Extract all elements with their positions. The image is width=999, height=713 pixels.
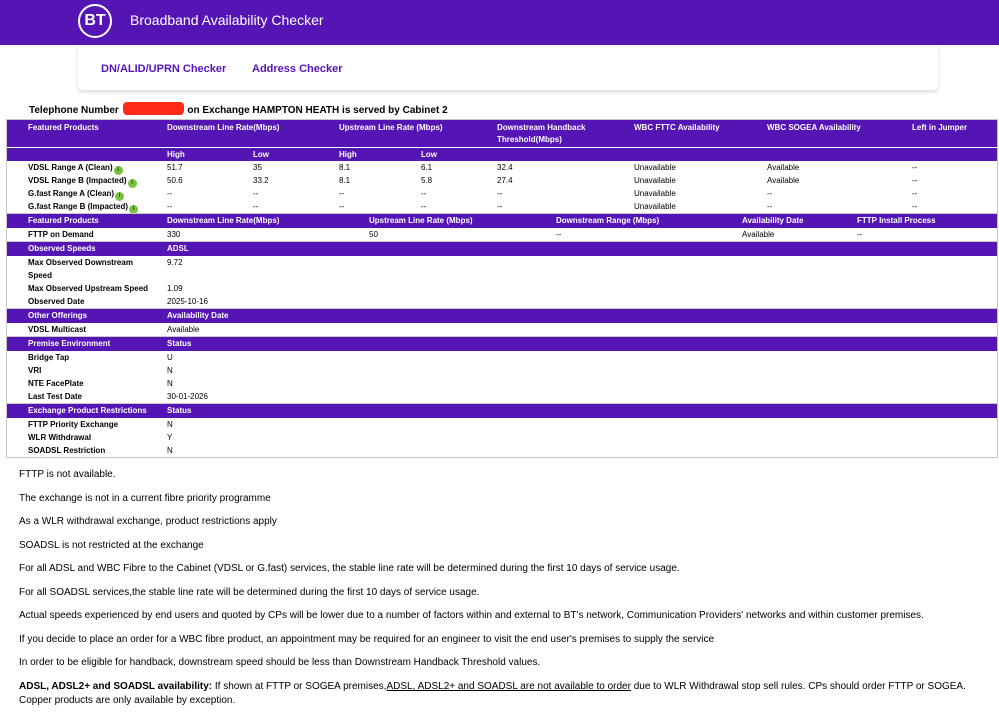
telephone-summary-text: on Exchange HAMPTON HEATH is served by Cabinet 2 <box>187 105 448 116</box>
table-header <box>7 309 997 323</box>
cell-value: 8.1 <box>339 176 351 185</box>
cell-value: -- <box>497 202 503 211</box>
cell-value: -- <box>421 202 427 211</box>
cell-value: 35 <box>253 163 262 172</box>
cell-value: N <box>167 379 173 388</box>
col-status: Status <box>167 339 192 348</box>
cell-value: Available <box>767 176 800 185</box>
note-text: If you decide to place an order for a WBC fibre product, an appointment may be required for an engineer to visit the end user's premises to supply the service <box>19 634 715 645</box>
table-row <box>7 200 997 213</box>
product-name-text: G.fast Range A (Clean) <box>28 189 115 198</box>
col-status: Status <box>167 406 192 415</box>
note-text: Actual speeds experienced by end users and quoted by CPs will be lower due to a number of factors within and external to BT's network, Communication Providers' networks and within customer premises. <box>19 610 924 621</box>
cell-value: -- <box>556 230 562 239</box>
product-name <box>28 174 137 188</box>
cell-value: -- <box>421 189 427 198</box>
cell-value: 50.6 <box>167 176 183 185</box>
cell-value: -- <box>912 202 918 211</box>
note-text: due to WLR Withdrawal stop sell rules. CPs should order FTTP or SOGEA. Copper products are only available by exception. <box>19 681 966 706</box>
col-fttp-install-process: FTTP Install Process <box>857 216 936 225</box>
note-text: For all ADSL and WBC Fibre to the Cabinet (VDSL or G.fast) services, the stable line rate will be determined during the first 10 days of service usage. <box>19 563 680 574</box>
table-row <box>7 269 997 282</box>
col-premise-environment: Premise Environment <box>28 339 111 348</box>
product-name: FTTP on Demand <box>28 230 94 239</box>
row-label: SOADSL Restriction <box>28 446 106 455</box>
cell-value: -- <box>167 202 173 211</box>
product-name-text: G.fast Range B (Impacted) <box>28 202 129 211</box>
col-featured-products: Featured Products <box>28 216 99 225</box>
cell-value: 27.4 <box>497 176 513 185</box>
row-label: FTTP Priority Exchange <box>28 420 119 429</box>
row-label: Last Test Date <box>28 392 83 401</box>
info-icon[interactable]: i <box>129 205 138 214</box>
dn-alid-uprn-checker-link[interactable]: DN/ALID/UPRN Checker <box>101 63 227 75</box>
note-bold-label: ADSL, ADSL2+ and SOADSL availability: <box>19 681 213 692</box>
premise-environment-table <box>7 336 997 403</box>
info-icon[interactable]: i <box>115 192 124 201</box>
col-left-in-jumper: Left in Jumper <box>912 123 968 132</box>
table-row <box>7 444 997 457</box>
cell-value: 6.1 <box>421 163 433 172</box>
cell-value: -- <box>767 189 773 198</box>
product-name <box>28 187 124 201</box>
col-adsl: ADSL <box>167 244 189 253</box>
cell-value: Y <box>167 433 173 442</box>
col-wbc-sogea: WBC SOGEA Availability <box>767 123 861 132</box>
cell-value: -- <box>253 202 259 211</box>
row-label: NTE FacePlate <box>28 379 84 388</box>
col-handback-threshold: Threshold(Mbps) <box>497 135 562 144</box>
cell-value: 8.1 <box>339 163 351 172</box>
cell-value: N <box>167 420 173 429</box>
note-underlined-text: ADSL, ADSL2+ and SOADSL are not available to order <box>386 681 631 692</box>
row-label: Observed Date <box>28 297 85 306</box>
cell-value: 51.7 <box>167 163 183 172</box>
cell-value: 9.72 <box>167 258 183 267</box>
table-header <box>7 242 997 256</box>
sub-high: High <box>339 150 357 159</box>
table-header <box>7 337 997 351</box>
table-row <box>7 295 997 308</box>
telephone-label: Telephone Number <box>29 105 119 116</box>
table-header <box>7 404 997 418</box>
table-row <box>7 377 997 390</box>
col-wbc-fttc: WBC FTTC Availability <box>634 123 720 132</box>
cell-value: -- <box>767 202 773 211</box>
row-label: Speed <box>28 271 53 280</box>
cell-value: -- <box>857 230 863 239</box>
table-subheader <box>7 147 997 161</box>
col-downstream-line-rate: Downstream Line Rate(Mbps) <box>167 216 280 225</box>
sub-low: Low <box>253 150 269 159</box>
exchange-restrictions-table <box>7 403 997 457</box>
note-text: SOADSL is not restricted at the exchange <box>19 540 204 551</box>
top-bar <box>0 0 999 45</box>
note-text: If shown at FTTP or SOGEA premises, <box>212 681 387 692</box>
featured-products-table <box>7 120 997 213</box>
telephone-summary <box>29 102 448 116</box>
row-label: WLR Withdrawal <box>28 433 92 442</box>
cell-value: 32.4 <box>497 163 513 172</box>
table-row <box>7 323 997 336</box>
cell-value: Unavailable <box>634 176 676 185</box>
row-label: VDSL Multicast <box>28 325 87 334</box>
table-header <box>7 214 997 228</box>
fttp-table <box>7 213 997 241</box>
table-row <box>7 364 997 377</box>
table-row <box>7 187 997 200</box>
col-upstream-line-rate: Upstream Line Rate (Mbps) <box>339 123 443 132</box>
table-row <box>7 161 997 174</box>
cell-value: -- <box>912 163 918 172</box>
row-label: VRI <box>28 366 42 375</box>
cell-value: 1.09 <box>167 284 183 293</box>
other-offerings-table <box>7 308 997 336</box>
cell-value: Available <box>767 163 800 172</box>
product-name <box>28 161 123 175</box>
adsl-availability-note <box>19 680 989 708</box>
app-title: Broadband Availability Checker <box>130 12 324 28</box>
cell-value: Unavailable <box>634 189 676 198</box>
col-availability-date: Availability Date <box>167 311 229 320</box>
info-icon[interactable]: i <box>114 166 123 175</box>
cell-value: -- <box>497 189 503 198</box>
note-text: For all SOADSL services,the stable line rate will be determined during the first 10 days of service usage. <box>19 587 480 598</box>
table-header <box>7 120 997 147</box>
cell-value: -- <box>253 189 259 198</box>
note-text: As a WLR withdrawal exchange, product restrictions apply <box>19 516 277 527</box>
cell-value: -- <box>167 189 173 198</box>
cell-value: N <box>167 446 173 455</box>
cell-value: 330 <box>167 230 181 239</box>
checker-nav <box>78 46 938 90</box>
col-exchange-product-restrictions: Exchange Product Restrictions <box>28 406 147 415</box>
table-row <box>7 174 997 187</box>
table-row <box>7 431 997 444</box>
product-name-text: VDSL Range B (Impacted) <box>28 176 127 185</box>
sub-high: High <box>167 150 185 159</box>
cell-value: -- <box>912 176 918 185</box>
note-text: The exchange is not in a current fibre priority programme <box>19 493 271 504</box>
col-availability-date: Availability Date <box>742 216 804 225</box>
row-label: Max Observed Upstream Speed <box>28 284 149 293</box>
col-downstream-range: Downstream Range (Mbps) <box>556 216 660 225</box>
bt-logo-icon: BT <box>78 4 112 38</box>
results-tables <box>6 119 998 458</box>
note-text: FTTP is not available. <box>19 469 116 480</box>
cell-value: Available <box>167 325 200 334</box>
observed-speeds-table <box>7 241 997 308</box>
note-text: In order to be eligible for handback, downstream speed should be less than Downstream Handback Threshold values. <box>19 657 541 668</box>
col-observed-speeds: Observed Speeds <box>28 244 96 253</box>
col-downstream-line-rate: Downstream Line Rate(Mbps) <box>167 123 280 132</box>
table-row <box>7 418 997 431</box>
redacted-number <box>123 102 184 115</box>
table-row <box>7 256 997 269</box>
cell-value: Unavailable <box>634 163 676 172</box>
cell-value: Available <box>742 230 775 239</box>
cell-value: -- <box>912 189 918 198</box>
cell-value: 50 <box>369 230 378 239</box>
cell-value: Unavailable <box>634 202 676 211</box>
row-label: Bridge Tap <box>28 353 70 362</box>
sub-low: Low <box>421 150 437 159</box>
cell-value: -- <box>339 202 345 211</box>
table-row <box>7 351 997 364</box>
product-name <box>28 200 138 214</box>
cell-value: N <box>167 366 173 375</box>
col-upstream-line-rate: Upstream Line Rate (Mbps) <box>369 216 473 225</box>
table-row <box>7 282 997 295</box>
col-other-offerings: Other Offerings <box>28 311 88 320</box>
cell-value: 30-01-2026 <box>167 392 208 401</box>
col-featured-products: Featured Products <box>28 123 99 132</box>
cell-value: -- <box>339 189 345 198</box>
table-row <box>7 390 997 403</box>
address-checker-link[interactable]: Address Checker <box>252 63 343 75</box>
info-icon[interactable]: i <box>128 179 137 188</box>
cell-value: U <box>167 353 173 362</box>
col-downstream-handback: Downstream Handback <box>497 123 586 132</box>
product-name-text: VDSL Range A (Clean) <box>28 163 113 172</box>
row-label: Max Observed Downstream <box>28 258 133 267</box>
cell-value: 2025-10-16 <box>167 297 208 306</box>
table-row <box>7 228 997 241</box>
cell-value: 33.2 <box>253 176 269 185</box>
cell-value: 5.8 <box>421 176 433 185</box>
